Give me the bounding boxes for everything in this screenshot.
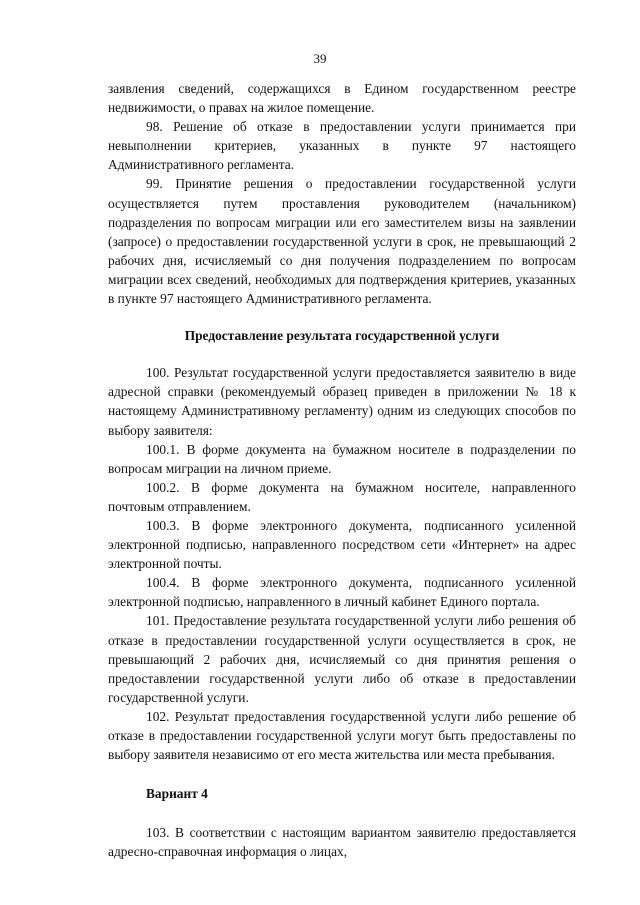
paragraph-99: 99. Принятие решения о предоставлении государственной услуги осуществляется путем проставления руководителем (начальником) подразделения по вопросам миграции или его заместителем визы на заявлении (запросе) о предоставлении государственной услуги в срок, не превышающий 2 рабочих дня, исчисляемый со дня получения подразделением по вопросам миграции всех сведений, необходимых для подтверждения критериев, указанных в пункте 97 настоящего Административного регламента.: [108, 176, 576, 307]
paragraph-101: 101. Предоставление результата государственной услуги либо решения об отказе в предоставлении государственной услуги осуществляется в срок, не превышающий 2 рабочих дня, исчисляемый со дня принятия решения о предоставлении государственной услуги либо об отказе в предоставлении государственной услуги.: [108, 613, 576, 705]
paragraph-100: 100. Результат государственной услуги предоставляется заявителю в виде адресной справки (рекомендуемый образец приведен в приложении № 18 к настоящему Административному регламенту) одним из следующих способов по выбору заявителя:: [108, 365, 576, 438]
paragraph-102: 102. Результат предоставления государственной услуги либо решение об отказе в предоставлении государственной услуги могут быть предоставлены по выбору заявителя независимо от его места жительства или места пребывания.: [108, 708, 576, 763]
document-body: [108, 79, 576, 861]
paragraph-100-4: 100.4. В форме электронного документа, подписанного усиленной электронной подписью, направленного в личный кабинет Единого портала.: [108, 575, 576, 610]
paragraph-100-2: 100.2. В форме документа на бумажном носителе, направленного почтовым отправлением.: [108, 479, 576, 514]
paragraph-100-1: 100.1. В форме документа на бумажном носителе в подразделении по вопросам миграции на личном приеме.: [108, 441, 576, 476]
section-heading-result: Предоставление результата государственной услуги: [184, 328, 500, 344]
paragraph-98: 98. Решение об отказе в предоставлении услуги принимается при невыполнении критериев, указанных в пункте 97 настоящего Административного регламента.: [108, 119, 576, 173]
paragraph-103: 103. В соответствии с настоящим вариантом заявителю предоставляется адресно-справочная информация о лицах,: [108, 825, 576, 860]
paragraph-100-3: 100.3. В форме электронного документа, подписанного усиленной электронной подписью, направленного посредством сети «Интернет» на адрес электронной почты.: [108, 517, 576, 572]
page-number: 39: [313, 51, 327, 66]
paragraph-continuation: заявления сведений, содержащихся в Едином государственном реестре недвижимости, о правах на жилое помещение.: [108, 81, 576, 116]
section-heading-variant: Вариант 4: [146, 786, 208, 802]
